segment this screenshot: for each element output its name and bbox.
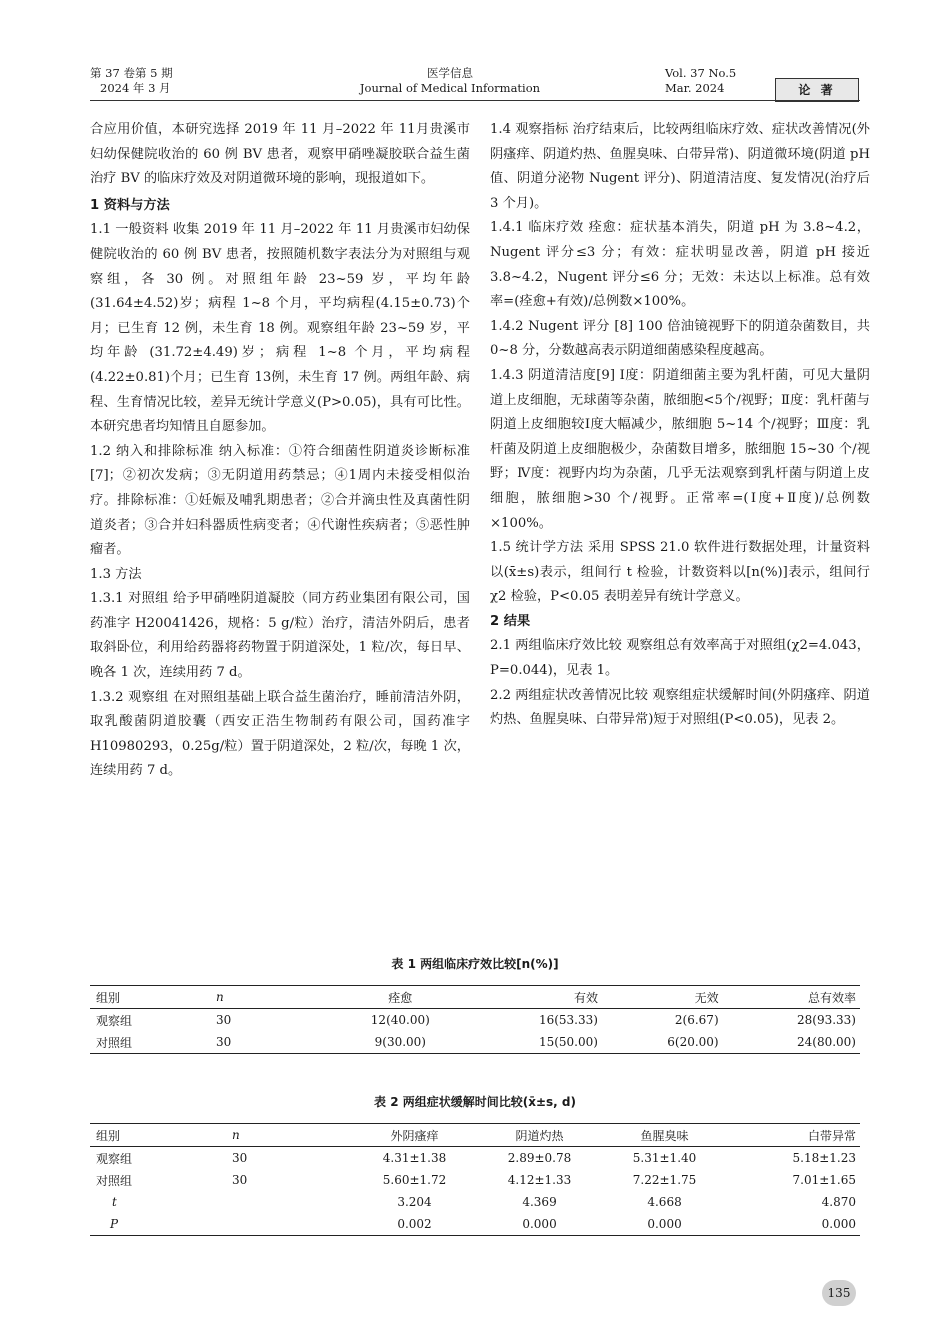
table2-cell: 7.01±1.65	[792, 1173, 856, 1187]
table1-cell: 观察组	[96, 1013, 133, 1028]
table1-cell: 对照组	[90, 1031, 216, 1054]
table1-header-cell: 总有效率	[723, 986, 860, 1009]
table1-cell: 16(53.33)	[538, 1013, 598, 1027]
table1-header-cell: 组别	[90, 986, 216, 1009]
table2-cell: 0.000	[602, 1213, 727, 1236]
table2-cell: 5.60±1.72	[382, 1173, 447, 1187]
table2-cell: 4.870	[821, 1195, 856, 1209]
table1-header-cell: n	[216, 986, 336, 1009]
page-number: 135	[822, 1280, 856, 1306]
table2-header-cell: 阴道灼热	[477, 1124, 602, 1147]
paragraph-result-symptoms: 2.2 两组症状改善情况比较 观察组症状缓解时间(外阴瘙痒、阴道灼热、鱼腥臭味、白带异常)短于对照组(P<0.05)，见表 2。	[490, 687, 870, 728]
table2-header-cell: 白带异常	[727, 1124, 860, 1147]
header-volume-en	[665, 66, 736, 96]
intro-paragraph: 合应用价值，本研究选择 2019 年 11 月–2022 年 11月贵溪市妇幼保健院收治的 60 例 BV 患者，观察甲硝唑凝胶联合益生菌治疗 BV 的临床疗效及对阴道微环境的影响，现报道如下。	[90, 122, 470, 187]
table1	[90, 985, 860, 1054]
paragraph-result-efficacy: 2.1 两组临床疗效比较 观察组总有效率高于对照组(χ2=4.043，P=0.044)，见表 1。	[490, 638, 870, 679]
table2-cell: 4.31±1.38	[382, 1151, 447, 1165]
table1-cell: 12(40.00)	[370, 1013, 430, 1027]
header-journal-cn: 医学信息	[427, 66, 473, 80]
table2-cell: 2.89±0.78	[507, 1151, 572, 1165]
table2-cell: P	[90, 1213, 232, 1236]
table2-cell: 30	[232, 1151, 248, 1165]
table2-cell: 30	[232, 1173, 248, 1187]
header-journal	[300, 66, 600, 96]
table2-cell: 对照组	[96, 1173, 133, 1188]
table2	[90, 1123, 860, 1236]
header-journal-en: Journal of Medical Information	[359, 81, 541, 95]
paragraph-general-data: 1.1 一般资料 收集 2019 年 11 月–2022 年 11 月贵溪市妇幼保健院收治的 60 例 BV 患者，按照随机数字表法分为对照组与观察组，各 30 例。对照组年龄 23~59 岁，平均年龄(31.64±4.52)岁；病程 1~8 个月，平均病程(4.15±0.73)个月；已生育 12 例，未生育 18 例。观察组年龄 23~59 岁，平均年龄 (31.72±4.49)岁；病程 1~8 个月，平均病程(4.22±0.81)个月；已生育 13例，未生育 17 例。两组年龄、病程、生育情况比较，差异无统计学意义(P>0.05)，具有可比性。本研究患者均知情且自愿参加。	[90, 222, 470, 435]
table2-cell: 0.000	[477, 1213, 602, 1236]
table1-cell: 24(80.00)	[723, 1031, 860, 1054]
header-volume-cn-line1: 第 37 卷第 5 期	[90, 66, 173, 80]
table2-cell: 0.002	[352, 1213, 477, 1236]
left-column	[90, 118, 470, 784]
header-date-cn: 2024 年 3 月	[100, 81, 171, 95]
table2-cell: 5.31±1.40	[632, 1151, 697, 1165]
table2-header-cell: 鱼腥臭味	[602, 1124, 727, 1147]
table-row	[90, 1147, 860, 1170]
paragraph-statistics: 1.5 统计学方法 采用 SPSS 21.0 软件进行数据处理，计量资料以(x̄±s)表示，组间行 t 检验，计数资料以[n(%)]表示，组间行 χ2 检验，P<0.05 表明差异有统计学意义。	[490, 540, 870, 605]
table2-cell: 观察组	[96, 1151, 133, 1166]
table1-header-cell: 痊愈	[336, 986, 465, 1009]
section-heading-results: 2 结果	[490, 613, 531, 629]
table1-cell: 9(30.00)	[336, 1031, 465, 1054]
header-date-en: Mar. 2024	[665, 81, 725, 95]
table2-header-cell: 外阴瘙痒	[352, 1124, 477, 1147]
table2-title: 表 2 两组症状缓解时间比较(x̄±s, d)	[374, 1095, 576, 1109]
table1-header-cell: 有效	[465, 986, 602, 1009]
table2-cell: 7.22±1.75	[632, 1173, 697, 1187]
header-volume-cn	[90, 66, 173, 96]
table1-cell: 6(20.00)	[602, 1031, 723, 1054]
table2-cell	[232, 1191, 352, 1213]
table2-header-cell: n	[232, 1124, 352, 1147]
paragraph-clinical-efficacy: 1.4.1 临床疗效 痊愈：症状基本消失，阴道 pH 为 3.8~4.2，Nugent 评分≤3 分；有效：症状明显改善，阴道 pH 接近 3.8~4.2，Nugent 评分≤6 分；无效：未达以上标准。总有效率=(痊愈+有效)/总例数×100%。	[490, 220, 870, 310]
heading-methods-sub: 1.3 方法	[90, 566, 142, 582]
paragraph-nugent-score: 1.4.2 Nugent 评分 [8] 100 倍油镜视野下的阴道杂菌数目，共 0~8 分，分数越高表示阴道细菌感染程度越高。	[490, 318, 870, 359]
table-row	[90, 1191, 860, 1213]
table1-header-row	[90, 986, 860, 1009]
table2-cell: 4.12±1.33	[507, 1173, 572, 1187]
table1-header-cell: 无效	[602, 986, 723, 1009]
right-column	[490, 118, 870, 733]
table2-cell: 0.000	[727, 1213, 860, 1236]
section-heading-methods: 1 资料与方法	[90, 197, 170, 213]
table2-cell: 3.204	[397, 1195, 432, 1209]
table2-cell: t	[112, 1195, 117, 1209]
table1-cell: 28(93.33)	[797, 1013, 856, 1027]
paragraph-cleanliness: 1.4.3 阴道清洁度[9] Ⅰ度：阴道细菌主要为乳杆菌，可见大量阴道上皮细胞，无球菌等杂菌，脓细胞<5个/视野；Ⅱ度：乳杆菌与阴道上皮细胞较Ⅰ度大幅减少，脓细胞 5~14 个/视野；Ⅲ度：乳杆菌及阴道上皮细胞极少，杂菌数目增多，脓细胞 15~30 个/视野；Ⅳ度：视野内均为杂菌，几乎无法观察到乳杆菌与阴道上皮细胞，脓细胞>30 个/视野。正常率=(Ⅰ度+Ⅱ度)/总例数×100%。	[490, 367, 870, 531]
table2-cell	[232, 1213, 352, 1236]
table2-cell: 4.668	[647, 1195, 682, 1209]
table2-header-cell: 组别	[90, 1124, 232, 1147]
section-badge: 论 著	[775, 78, 859, 102]
table1-cell: 15(50.00)	[465, 1031, 602, 1054]
table-row	[90, 1009, 860, 1032]
table1-title: 表 1 两组临床疗效比较[n(%)]	[391, 957, 559, 971]
table2-cell: 5.18±1.23	[792, 1151, 856, 1165]
paragraph-indicators: 1.4 观察指标 治疗结束后，比较两组临床疗效、症状改善情况(外阴瘙痒、阴道灼热、鱼腥臭味、白带异常)、阴道微环境(阴道 pH 值、阴道分泌物 Nugent 评分)、阴道清洁度、复发情况(治疗后 3 个月)。	[490, 122, 870, 211]
table-row	[90, 1213, 860, 1236]
paragraph-criteria: 1.2 纳入和排除标准 纳入标准：①符合细菌性阴道炎诊断标准[7]；②初次发病；③无阴道用药禁忌；④1周内未接受相似治疗。排除标准：①妊娠及哺乳期患者；②合并滴虫性及真菌性阴道炎者；③合并妇科器质性病变者；④代谢性疾病者；⑤恶性肿瘤者。	[90, 443, 470, 558]
table1-cell: 30	[216, 1013, 232, 1027]
table2-header-row	[90, 1124, 860, 1147]
table1-cell: 30	[216, 1031, 336, 1054]
paragraph-control-group: 1.3.1 对照组 给予甲硝唑阴道凝胶（同方药业集团有限公司，国药准字 H20041426，规格：5 g/粒）治疗，清洁外阴后，患者取斜卧位，利用给药器将药物置于阴道深处，1 粒/次，每日早、晚各 1 次，连续用药 7 d。	[90, 591, 470, 681]
table1-cell: 2(6.67)	[674, 1013, 719, 1027]
table2-cell: 4.369	[522, 1195, 557, 1209]
header-volume-en-line1: Vol. 37 No.5	[665, 66, 737, 80]
table-row	[90, 1169, 860, 1191]
paragraph-observation-group: 1.3.2 观察组 在对照组基础上联合益生菌治疗，睡前清洁外阴，取乳酸菌阴道胶囊（西安正浩生物制药有限公司，国药准字 H10980293，0.25g/粒）置于阴道深处，2 粒/次，每晚 1 次，连续用药 7 d。	[90, 689, 470, 779]
table-row	[90, 1031, 860, 1054]
header-divider	[90, 100, 860, 101]
